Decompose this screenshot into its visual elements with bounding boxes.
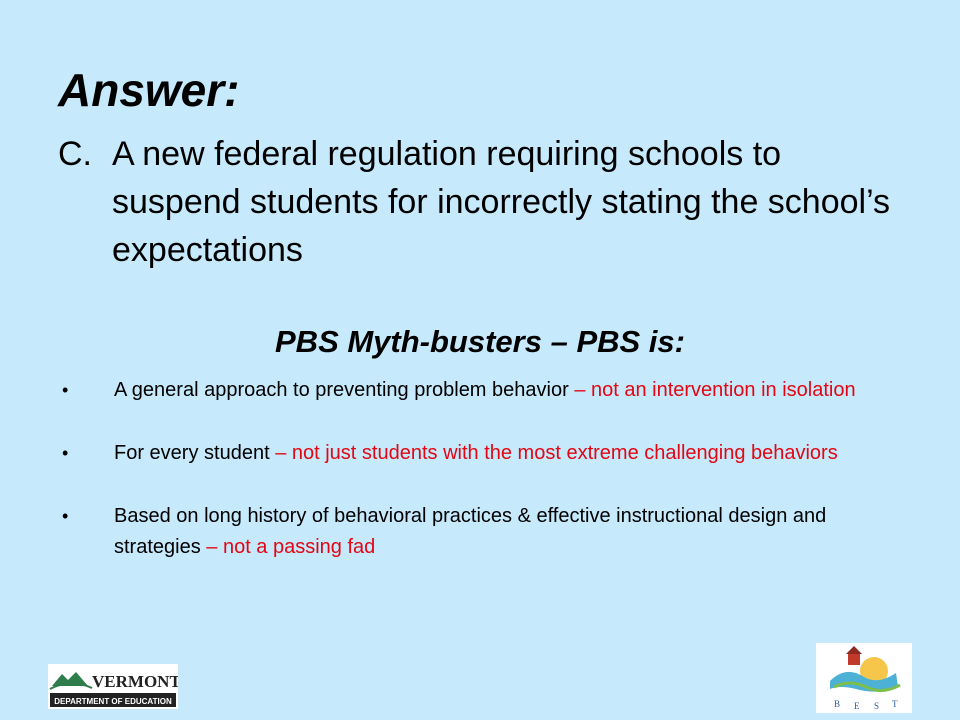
schoolhouse-roof-icon bbox=[846, 646, 862, 654]
bullet-dot-icon: • bbox=[62, 380, 69, 400]
bullet-contrast-text: – not just students with the most extreme challenging behaviors bbox=[275, 442, 838, 464]
schoolhouse-icon bbox=[848, 653, 860, 665]
bullet-contrast-text: – not an intervention in isolation bbox=[574, 379, 856, 401]
best-letter-s: S bbox=[874, 701, 880, 711]
slide-title: Answer: bbox=[58, 64, 240, 116]
bullet-list bbox=[58, 375, 918, 595]
best-logo-graphic bbox=[816, 643, 912, 713]
vermont-dept-text: DEPARTMENT OF EDUCATION bbox=[54, 697, 172, 706]
vermont-doe-logo bbox=[48, 664, 178, 709]
bullet-main-text: A general approach to preventing problem behavior bbox=[114, 379, 575, 401]
bullet-dot-icon: • bbox=[62, 506, 69, 526]
best-logo bbox=[816, 643, 912, 713]
answer-letter: C. bbox=[58, 135, 92, 173]
vermont-wordmark: VERMONT bbox=[92, 672, 178, 691]
answer-text: A new federal regulation requiring schools to suspend students for incorrectly stating the school’s expectations bbox=[112, 135, 891, 269]
bullet-dot-icon: • bbox=[62, 443, 69, 463]
bullet-item bbox=[58, 501, 918, 563]
section-subtitle: PBS Myth-busters – PBS is: bbox=[275, 324, 685, 359]
best-letter-b: B bbox=[834, 699, 841, 709]
bullet-main-text: Based on long history of behavioral practices & effective instructional design and strategies bbox=[114, 505, 827, 558]
bullet-main-text: For every student bbox=[114, 442, 276, 464]
bullet-item bbox=[58, 375, 918, 406]
bullet-contrast-text: – not a passing fad bbox=[206, 536, 376, 558]
best-letter-e: E bbox=[854, 701, 860, 711]
vermont-logo-graphic bbox=[48, 664, 178, 709]
best-letter-t: T bbox=[892, 699, 898, 709]
bullet-item bbox=[58, 438, 918, 469]
